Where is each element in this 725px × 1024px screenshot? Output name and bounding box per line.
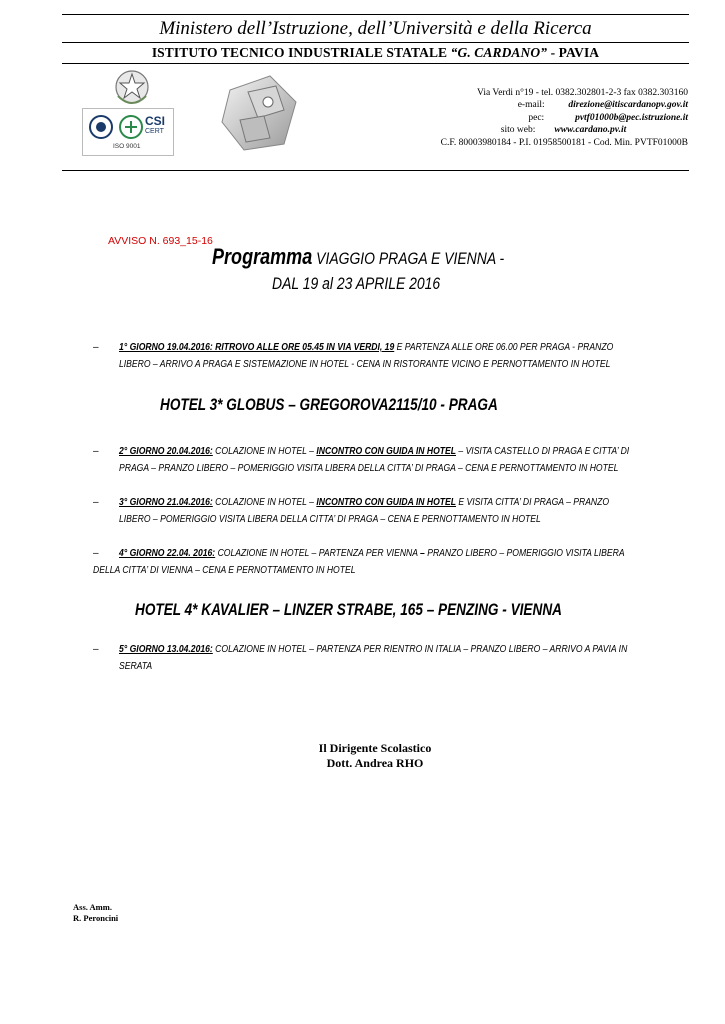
csi-label: CSI xyxy=(145,114,166,128)
day2-text-a: COLAZIONE IN HOTEL – xyxy=(212,446,317,457)
school-suffix: - PAVIA xyxy=(547,45,600,60)
school-heading xyxy=(62,45,689,61)
day1-text: E PARTENZA ALLE ORE 06.00 PER PRAGA - PRANZO xyxy=(394,342,614,353)
notice-title xyxy=(212,244,504,270)
day3-text-line2: LIBERO – POMERIGGIO VISITA LIBERA DELLA CITTA’ DI PRAGA – CENA E PERNOTTAMENTO IN HOTEL xyxy=(119,514,541,525)
admin-role: Ass. Amm. xyxy=(73,902,112,912)
hotel-vienna: HOTEL 4* KAVALIER – LINZER STRABE, 165 – PENZING - VIENNA xyxy=(135,600,562,619)
day2-text-line2: PRAGA – PRANZO LIBERO – POMERIGGIO VISITA LIBERA DELLA CITTA’ DI PRAGA – CENA E PERNOTTAMENTO IN HOTEL xyxy=(119,463,619,474)
pec-line xyxy=(368,112,688,124)
header-bottom-rule xyxy=(62,170,689,171)
certification-logo xyxy=(82,108,174,156)
list-dash: – xyxy=(93,644,99,655)
signature-block xyxy=(200,741,550,771)
day2-guide: INCONTRO CON GUIDA IN HOTEL xyxy=(316,446,457,457)
day2-heading: 2° GIORNO 20.04.2016: xyxy=(119,446,213,457)
day1-text-line2: LIBERO – ARRIVO A PRAGA E SISTEMAZIONE IN HOTEL - CENA IN RISTORANTE VICINO E PERNOTTAMENTO IN HOTEL xyxy=(119,359,611,370)
admin-footer xyxy=(73,902,118,924)
cert-label: CERT xyxy=(145,128,164,135)
address: Via Verdi n°19 - tel. 0382.302801-2-3 fax 0382.303160 xyxy=(477,88,688,98)
pec-label: pec: xyxy=(528,112,545,123)
list-dash: – xyxy=(93,446,99,457)
header-divider-2 xyxy=(62,63,689,64)
list-dash: – xyxy=(93,548,99,559)
day5-heading: 5° GIORNO 13.04.2016: xyxy=(119,644,213,655)
admin-name: R. Peroncini xyxy=(73,913,119,923)
web-line xyxy=(368,124,688,136)
day4-heading: 4° GIORNO 22.04. 2016: xyxy=(119,548,216,559)
day4-text-c: PRANZO LIBERO – POMERIGGIO VISITA LIBERA xyxy=(424,548,625,559)
web-link[interactable]: www.cardano.pv.it xyxy=(554,125,627,136)
title-word: Programma xyxy=(212,244,313,269)
hotel-prague: HOTEL 3* GLOBUS – GREGOROVA2115/10 - PRAGA xyxy=(160,395,498,414)
email-line xyxy=(368,99,688,111)
school-name: “G. CARDANO” xyxy=(450,45,548,60)
list-dash: – xyxy=(93,342,99,353)
fiscal-codes: C.F. 80003980184 - P.I. 01958500181 - Cod. Min. PVTF01000B xyxy=(440,137,688,148)
notice-number: AVVISO N. 693_15-16 xyxy=(108,235,213,247)
signature-name: Dott. Andrea RHO xyxy=(326,756,424,770)
notice-subtitle: DAL 19 al 23 APRILE 2016 xyxy=(272,274,441,293)
ministry-heading: Ministero dell’Istruzione, dell’Università e della Ricerca xyxy=(159,18,592,39)
day3-text-a: COLAZIONE IN HOTEL – xyxy=(212,497,317,508)
day3-heading: 3° GIORNO 21.04.2016: xyxy=(119,497,213,508)
pec-link[interactable]: pvtf01000b@pec.istruzione.it xyxy=(575,112,688,123)
top-rule xyxy=(62,14,689,15)
school-prefix: ISTITUTO TECNICO INDUSTRIALE STATALE xyxy=(151,45,451,60)
email-label: e-mail: xyxy=(517,100,545,111)
signature-role: Il Dirigente Scolastico xyxy=(318,741,432,755)
contact-block xyxy=(368,87,688,149)
day1-heading: 1° GIORNO 19.04.2016: RITROVO ALLE ORE 05.45 IN VIA VERDI, 19 xyxy=(119,342,395,353)
school-logo-icon xyxy=(218,72,300,154)
day4-text-a: COLAZIONE IN HOTEL – PARTENZA PER VIENNA xyxy=(215,548,421,559)
web-label: sito web: xyxy=(500,125,536,136)
day2-text-b: – VISITA CASTELLO DI PRAGA E CITTA’ DI xyxy=(456,446,630,457)
day4-dash: – xyxy=(420,548,425,559)
day3-text-b: E VISITA CITTA’ DI PRAGA – PRANZO xyxy=(456,497,610,508)
day5-text-line2: SERATA xyxy=(119,661,153,672)
list-dash: – xyxy=(93,497,99,508)
day3-guide: INCONTRO CON GUIDA IN HOTEL xyxy=(316,497,457,508)
header-divider xyxy=(62,42,689,43)
title-rest: VIAGGIO PRAGA E VIENNA - xyxy=(312,249,505,268)
iso-label: ISO 9001 xyxy=(113,143,141,150)
republic-emblem-icon xyxy=(112,66,152,108)
day4-text-line2: DELLA CITTA’ DI VIENNA – CENA E PERNOTTAMENTO IN HOTEL xyxy=(93,565,356,576)
day5-text: COLAZIONE IN HOTEL – PARTENZA PER RIENTRO IN ITALIA – PRANZO LIBERO – ARRIVO A PAVIA IN xyxy=(212,644,628,655)
email-link[interactable]: direzione@itiscardanopv.gov.it xyxy=(568,100,688,111)
